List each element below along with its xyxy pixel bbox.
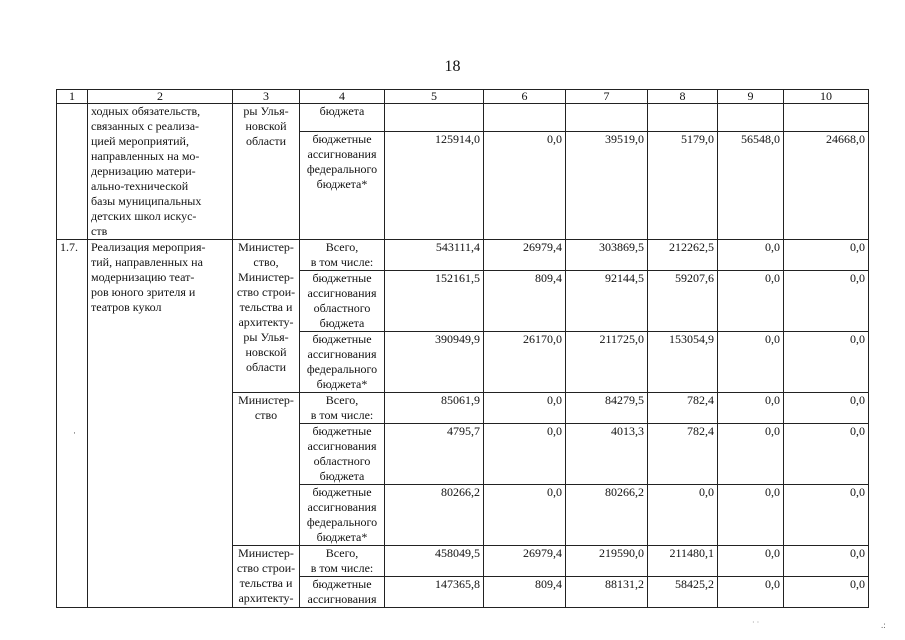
value-cell: 80266,2 xyxy=(385,485,484,546)
text-line: Министер- xyxy=(238,546,294,560)
funding-source-cell xyxy=(300,240,385,271)
value-cell: 0,0 xyxy=(648,485,718,546)
scan-speck: · · xyxy=(752,618,760,627)
value-cell: 153054,9 xyxy=(648,332,718,393)
text-line: новской xyxy=(245,119,287,133)
value-cell: 0,0 xyxy=(784,393,869,424)
funding-source-cell: бюджета xyxy=(300,104,385,132)
column-header: 8 xyxy=(648,90,718,104)
column-header: 7 xyxy=(566,90,648,104)
column-header: 10 xyxy=(784,90,869,104)
value-cell xyxy=(784,104,869,132)
text-line: Министер- xyxy=(238,240,294,254)
text-line: архитекту- xyxy=(238,591,294,605)
text-line: Всего, xyxy=(325,240,359,254)
text-line: ство строи- xyxy=(236,561,296,575)
text-line: бюджетные xyxy=(312,271,372,285)
value-cell xyxy=(385,104,484,132)
executor-cell xyxy=(233,240,300,393)
text-line: цией мероприятий, xyxy=(91,134,189,148)
table-row xyxy=(57,240,869,271)
funding-source-cell xyxy=(300,546,385,577)
value-cell: 0,0 xyxy=(484,132,566,240)
value-cell xyxy=(566,104,648,132)
text-line: бюджета* xyxy=(316,377,368,391)
value-cell: 0,0 xyxy=(718,393,784,424)
value-cell: 4013,3 xyxy=(566,424,648,485)
value-cell: 59207,6 xyxy=(648,271,718,332)
text-line: Всего, xyxy=(325,393,359,407)
value-cell: 0,0 xyxy=(784,424,869,485)
text-line: тельства и xyxy=(239,576,293,590)
funding-source-cell xyxy=(300,424,385,485)
funding-source-cell xyxy=(300,332,385,393)
column-header: 5 xyxy=(385,90,484,104)
text-line: области xyxy=(245,360,287,374)
value-cell: 211725,0 xyxy=(566,332,648,393)
text-line: ассигнования xyxy=(307,592,377,606)
value-cell: 458049,5 xyxy=(385,546,484,577)
value-cell: 0,0 xyxy=(484,424,566,485)
value-cell: 219590,0 xyxy=(566,546,648,577)
value-cell: 0,0 xyxy=(718,546,784,577)
value-cell: 39519,0 xyxy=(566,132,648,240)
text-line: области xyxy=(245,134,287,148)
text-line: федерального xyxy=(306,515,378,529)
text-line: модернизацию теат- xyxy=(91,270,195,284)
text-line: федерального xyxy=(306,162,378,177)
value-cell: 88131,2 xyxy=(566,577,648,608)
text-line: ассигнования xyxy=(307,147,377,162)
text-line: ассигнования xyxy=(307,286,377,300)
scan-speck: · xyxy=(73,428,76,438)
text-line: Всего, xyxy=(325,546,359,560)
value-cell: 80266,2 xyxy=(566,485,648,546)
value-cell: 26979,4 xyxy=(484,240,566,271)
value-cell: 0,0 xyxy=(784,485,869,546)
value-cell: 58425,2 xyxy=(648,577,718,608)
column-header: 6 xyxy=(484,90,566,104)
value-cell: 782,4 xyxy=(648,393,718,424)
text-line: ств xyxy=(91,224,108,238)
value-cell: 0,0 xyxy=(718,240,784,271)
value-cell: 782,4 xyxy=(648,424,718,485)
activity-description-cell xyxy=(88,104,233,240)
text-line: ры Улья- xyxy=(243,330,289,344)
text-line: в том числе: xyxy=(310,408,374,422)
text-line: бюджета xyxy=(319,469,365,483)
table-row xyxy=(57,104,869,132)
text-line: ство строи- xyxy=(236,285,296,299)
value-cell: 84279,5 xyxy=(566,393,648,424)
funding-source-cell xyxy=(300,393,385,424)
value-cell: 0,0 xyxy=(718,485,784,546)
executor-cell xyxy=(233,393,300,546)
value-cell xyxy=(484,104,566,132)
text-line: Министер- xyxy=(238,270,294,284)
column-header: 3 xyxy=(233,90,300,104)
value-cell: 26170,0 xyxy=(484,332,566,393)
value-cell: 92144,5 xyxy=(566,271,648,332)
text-line: базы муниципальных xyxy=(91,194,202,208)
text-line: дернизацию матери- xyxy=(91,164,196,178)
value-cell: 390949,9 xyxy=(385,332,484,393)
value-cell: 85061,9 xyxy=(385,393,484,424)
value-cell xyxy=(718,104,784,132)
value-cell: 0,0 xyxy=(718,577,784,608)
value-cell: 543111,4 xyxy=(385,240,484,271)
value-cell: 4795,7 xyxy=(385,424,484,485)
text-line: архитекту- xyxy=(238,315,294,329)
value-cell: 26979,4 xyxy=(484,546,566,577)
column-header: 4 xyxy=(300,90,385,104)
value-cell: 152161,5 xyxy=(385,271,484,332)
text-line: тельства и xyxy=(239,300,293,314)
value-cell: 809,4 xyxy=(484,577,566,608)
activity-description-cell xyxy=(88,240,233,608)
text-line: в том числе: xyxy=(310,561,374,575)
text-line: ство xyxy=(254,408,278,422)
value-cell: 5179,0 xyxy=(648,132,718,240)
value-cell: 0,0 xyxy=(784,546,869,577)
text-line: ходных обязательств, xyxy=(91,104,201,118)
value-cell: 0,0 xyxy=(718,332,784,393)
budget-table xyxy=(56,89,869,608)
text-line: бюджетные xyxy=(312,424,372,438)
text-line: бюджета* xyxy=(316,530,368,544)
value-cell: 147365,8 xyxy=(385,577,484,608)
text-line: бюджета* xyxy=(316,177,368,192)
funding-source-cell xyxy=(300,132,385,240)
text-line: тий, направленных на xyxy=(91,255,203,269)
index-cell: 1.7. xyxy=(57,240,88,608)
value-cell: 0,0 xyxy=(784,271,869,332)
text-line: бюджета xyxy=(319,316,365,330)
text-line: ров юного зрителя и xyxy=(91,285,196,299)
value-cell: 24668,0 xyxy=(784,132,869,240)
text-line: ассигнования xyxy=(307,500,377,514)
funding-source-cell xyxy=(300,577,385,608)
column-header: 2 xyxy=(88,90,233,104)
value-cell: 212262,5 xyxy=(648,240,718,271)
text-line: связанных с реализа- xyxy=(91,119,200,133)
value-cell: 0,0 xyxy=(484,485,566,546)
table-body xyxy=(57,90,869,608)
executor-cell xyxy=(233,546,300,608)
text-line: в том числе: xyxy=(310,255,374,269)
value-cell: 125914,0 xyxy=(385,132,484,240)
executor-cell xyxy=(233,104,300,240)
text-line: Министер- xyxy=(238,393,294,407)
text-line: ассигнования xyxy=(307,439,377,453)
text-line: детских школ искус- xyxy=(91,209,197,223)
scan-speck: .: xyxy=(881,620,886,630)
text-line: федерального xyxy=(306,362,378,376)
value-cell: 809,4 xyxy=(484,271,566,332)
text-line: областного xyxy=(313,301,371,315)
value-cell: 303869,5 xyxy=(566,240,648,271)
text-line: бюджетные xyxy=(312,332,372,346)
text-line: ры Улья- xyxy=(243,104,289,118)
value-cell: 0,0 xyxy=(784,577,869,608)
value-cell: 211480,1 xyxy=(648,546,718,577)
text-line: бюджетные xyxy=(312,132,372,147)
value-cell: 0,0 xyxy=(718,271,784,332)
value-cell: 0,0 xyxy=(784,332,869,393)
value-cell: 0,0 xyxy=(784,240,869,271)
funding-source-cell xyxy=(300,485,385,546)
value-cell: 0,0 xyxy=(484,393,566,424)
text-line: бюджетные xyxy=(312,577,372,591)
text-line: ство, xyxy=(253,255,279,269)
text-line: новской xyxy=(245,345,287,359)
text-line: театров кукол xyxy=(91,300,162,314)
index-cell xyxy=(57,104,88,240)
funding-source-cell xyxy=(300,271,385,332)
text-line: ально-технической xyxy=(91,179,189,193)
column-header: 9 xyxy=(718,90,784,104)
text-line: Реализация мероприя- xyxy=(91,240,206,254)
value-cell xyxy=(648,104,718,132)
page-number: 18 xyxy=(444,58,461,75)
value-cell: 0,0 xyxy=(718,424,784,485)
column-header: 1 xyxy=(57,90,88,104)
column-header-row xyxy=(57,90,869,104)
text-line: направленных на мо- xyxy=(91,149,200,163)
text-line: областного xyxy=(313,454,371,468)
text-line: бюджетные xyxy=(312,485,372,499)
text-line: ассигнования xyxy=(307,347,377,361)
value-cell: 56548,0 xyxy=(718,132,784,240)
